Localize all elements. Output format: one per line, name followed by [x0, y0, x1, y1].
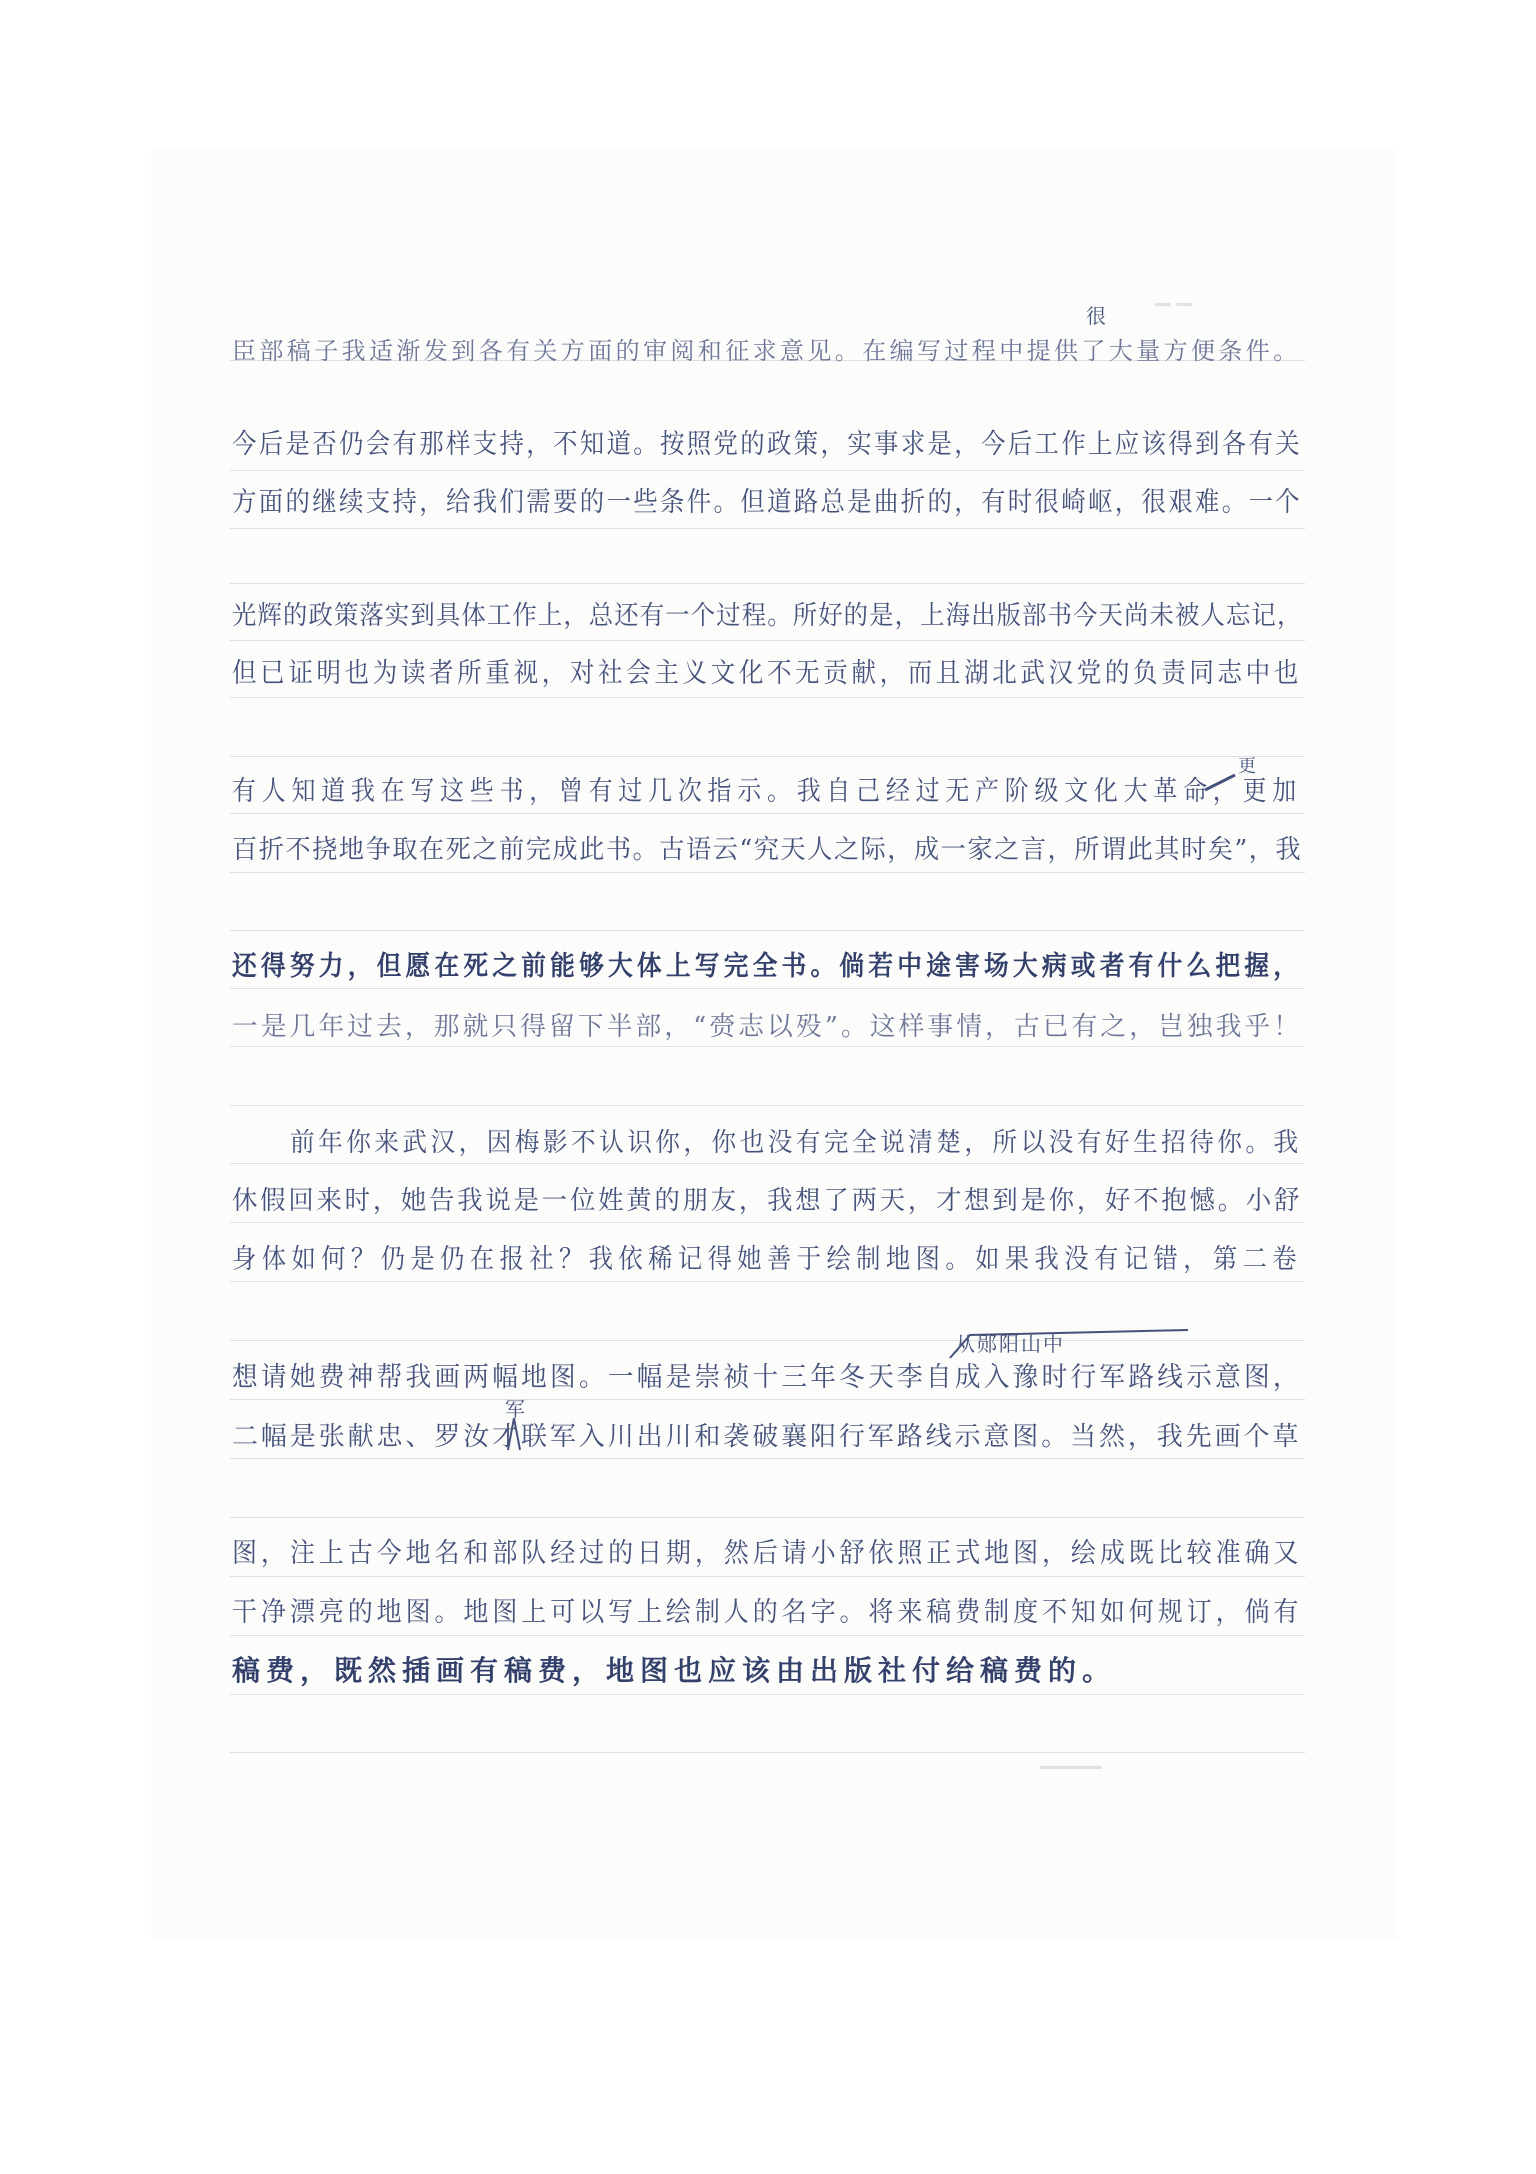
text-line-3: 方面的继续支持，给我们需要的一些条件。但道路总是曲折的，有时很崎岖，很艰难。一个: [232, 487, 1302, 518]
insert-annotation-1: 很: [1086, 304, 1106, 328]
text-line-10: 前年你来武汉，因梅影不认识你，你也没有完全说清楚，所以没有好生招待你。我: [290, 1128, 1302, 1158]
text-line-17: 稿费，既然插画有稿费，地图也应该由出版社付给稿费的。: [232, 1654, 1117, 1687]
page-corner-mark: ▁ ▁: [1155, 282, 1193, 306]
insert-annotation-3: 从郧阳山中: [955, 1332, 1065, 1356]
text-line-12: 身体如何？仍是仍在报社？我依稀记得她善于绘制地图。如果我没有记错，第二卷: [232, 1244, 1303, 1275]
text-line-5: 但已证明也为读者所重视，对社会主义文化不无贡献，而且湖北武汉党的负责同志中也: [232, 658, 1302, 689]
text-line-13: 想请她费神帮我画两幅地图。一幅是崇祯十三年冬天李自成入豫时行军路线示意图，: [232, 1362, 1302, 1393]
text-line-6: 有人知道我在写这些书，曾有过几次指示。我自己经过无产阶级文化大革命，更加: [232, 776, 1302, 807]
text-line-14: 二幅是张献忠、罗汝才联军入川出川和袭破襄阳行军路线示意图。当然，我先画个草: [232, 1422, 1302, 1452]
text-line-2: 今后是否仍会有那样支持，不知道。按照党的政策，实事求是，今后工作上应该得到各有关: [232, 429, 1302, 460]
insert-annotation-4: 军: [505, 1397, 525, 1421]
text-line-16: 干净漂亮的地图。地图上可以写上绘制人的名字。将来稿费制度不知如何规订，倘有: [232, 1597, 1302, 1628]
text-line-11: 休假回来时，她告我说是一位姓黄的朋友，我想了两天，才想到是你，好不抱憾。小舒: [232, 1186, 1303, 1216]
text-line-9: 一是几年过去，那就只得留下半部，“赍志以殁”。这样事情，古已有之，岂独我乎！: [232, 1012, 1303, 1042]
insert-annotation-2: 更: [1238, 756, 1256, 777]
text-line-1: 臣部稿子我适渐发到各有关方面的审阅和征求意见。在编写过程中提供了大量方便条件。: [232, 337, 1301, 365]
page-bottom-mark: ▁▁▁▁: [1040, 1745, 1102, 1769]
text-line-8: 还得努力，但愿在死之前能够大体上写完全书。倘若中途害场大病或者有什么把握，: [232, 951, 1302, 982]
text-line-4: 光辉的政策落实到具体工作上，总还有一个过程。所好的是，上海出版部书今天尚未被人忘记，: [232, 601, 1303, 631]
text-line-15: 图，注上古今地名和部队经过的日期，然后请小舒依照正式地图，绘成既比较准确又: [232, 1538, 1302, 1569]
text-line-7: 百折不挠地争取在死之前完成此书。古语云“究天人之际，成一家之言，所谓此其时矣”，我: [232, 835, 1303, 865]
